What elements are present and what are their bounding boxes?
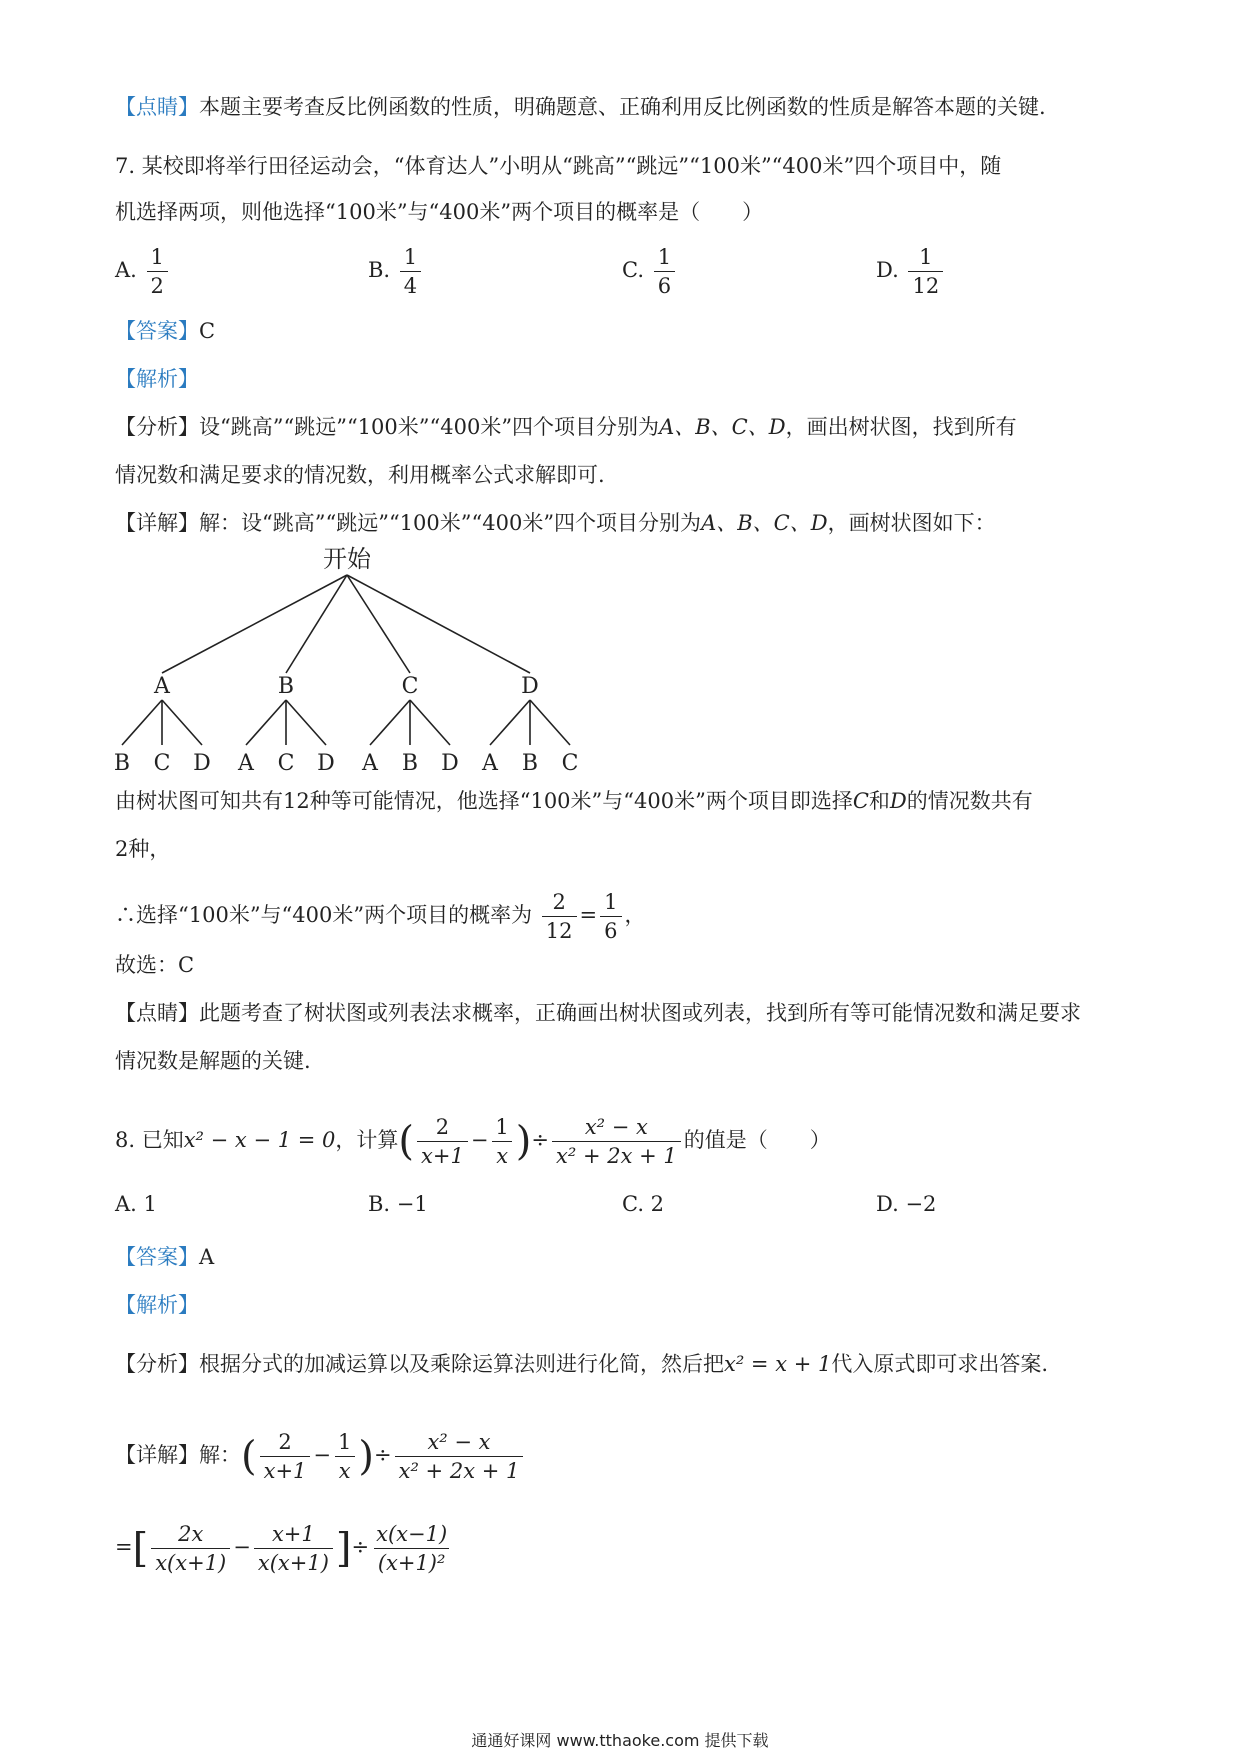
tree-edge	[162, 700, 202, 745]
tree-edge	[286, 700, 326, 745]
tree-leaf-B: B	[521, 751, 539, 775]
tree-edge	[347, 575, 530, 673]
tree-node-A: A	[154, 674, 170, 699]
q7-dianjing-line1: 【点睛】此题考查了树状图或列表法求概率，正确画出树状图或列表，找到所有等可能情况数和满足要求	[115, 1001, 1081, 1025]
q7-fenxi-line2: 情况数和满足要求的情况数，利用概率公式求解即可.	[115, 463, 605, 487]
fraction: $\frac{1}{x}$	[334, 1428, 355, 1485]
fraction: $\frac{x(x-1)}{\text{(x+1)²}}$	[372, 1520, 451, 1577]
q7-fenxi-line1: 【分析】设“跳高”“跳远”“100米”“400米”四个项目分别为A、B、C、D，画出树状图，找到所有	[115, 415, 1017, 439]
fraction: $\frac{1}{6}$	[654, 243, 675, 300]
fraction: $\frac{2}{x+1}$	[417, 1113, 468, 1170]
tree-leaf-D: D	[193, 751, 211, 775]
q7-analysis-tag: 【解析】	[115, 367, 199, 391]
q7-probability-line: ∴选择“100米”与“400米”两个项目的概率为 $\frac{2}{12}$ = $\frac{1}{6}$ ，	[115, 890, 646, 943]
tree-node-C: C	[401, 674, 419, 699]
fraction: $\frac{1}{2}$	[147, 243, 168, 300]
tree-edge	[162, 575, 347, 673]
q7-guxuan: 故选：C	[115, 953, 195, 977]
fraction: $\frac{2x}{x(x+1)}$	[151, 1520, 230, 1577]
tree-root: 开始	[323, 545, 371, 573]
q7-stem-line2: 机选择两项，则他选择“100米”与“400米”两个项目的概率是（ ）	[115, 200, 764, 224]
dianjing-text: 本题主要考查反比例函数的性质，明确题意、正确利用反比例函数的性质是解答本题的关键.	[199, 95, 1046, 119]
tree-leaf-D: D	[317, 751, 335, 775]
tree-edge	[347, 575, 410, 673]
tree-edge	[410, 700, 450, 745]
tree-leaf-C: C	[561, 751, 579, 775]
tree-node-B: B	[277, 674, 295, 699]
tree-edge	[286, 575, 347, 673]
fraction: $\frac{2}{x+1}$	[260, 1428, 311, 1485]
dianjing-paragraph	[115, 92, 1046, 122]
q7-answer: 【答案】C	[115, 319, 216, 343]
q7-dianjing-line2: 情况数是解题的关键.	[115, 1049, 311, 1073]
tree-edge	[490, 700, 530, 745]
fraction: $\frac{\text{x² − x}}{\text{x² + 2x + 1}}$	[552, 1113, 681, 1170]
q7-option-a: A. $\frac{1}{2}$	[115, 243, 171, 300]
page-footer: 通通好课网 www.tthaoke.com 提供下载	[471, 1731, 769, 1750]
tree-leaf-A: A	[238, 751, 254, 775]
tree-node-D: D	[521, 674, 539, 699]
q7-result-line2: 2种，	[115, 837, 171, 861]
q7-option-c: C. $\frac{1}{6}$	[622, 243, 678, 300]
fraction: $\frac{2}{12}$	[542, 888, 577, 945]
q8-stem: 8. 已知x² − x − 1 = 0，计算( $\frac{2}{x+1}$ − $\frac{1}{x}$ )÷ $\frac{\text{x² − x}}{\text{x² + 2x + 1}}$ 的值是（ ）	[115, 1115, 831, 1168]
tree-edge	[530, 700, 570, 745]
tree-leaf-A: A	[482, 751, 498, 775]
q8-fenxi: 【分析】根据分式的加减运算以及乘除运算法则进行化简，然后把x² = x + 1代入原式即可求出答案.	[115, 1352, 1049, 1376]
q7-xiangjie-line: 【详解】解：设“跳高”“跳远”“100米”“400米”四个项目分别为A、B、C、D，画树状图如下：	[115, 511, 996, 535]
q7-option-b: B. $\frac{1}{4}$	[368, 243, 424, 300]
q8-analysis-tag: 【解析】	[115, 1293, 199, 1317]
tree-leaf-C: C	[277, 751, 295, 775]
q8-xiangjie-step1: 【详解】解：( $\frac{2}{x+1}$ − $\frac{1}{x}$ )÷ $\frac{\text{x² − x}}{\text{x² + 2x + 1}}$	[115, 1428, 526, 1485]
q8-option-a: A. 1	[115, 1192, 157, 1216]
q8-answer: 【答案】A	[115, 1245, 215, 1269]
fraction: $\frac{1}{4}$	[400, 243, 421, 300]
tree-leaf-C: C	[153, 751, 171, 775]
q8-option-c: C. 2	[622, 1192, 665, 1216]
q7-option-d: D. $\frac{1}{12}$	[876, 243, 946, 300]
fraction: $\frac{1}{6}$	[600, 888, 621, 945]
q8-option-d: D. −2	[876, 1192, 937, 1216]
tree-edge	[246, 700, 286, 745]
fraction: $\frac{1}{12}$	[908, 243, 943, 300]
fraction: $\frac{1}{x}$	[491, 1113, 512, 1170]
tree-diagram	[110, 545, 610, 775]
fraction: $\frac{x+1}{x(x+1)}$	[254, 1520, 333, 1577]
tree-leaf-A: A	[362, 751, 378, 775]
dianjing-tag: 【点睛】	[115, 95, 199, 119]
tree-edge	[122, 700, 162, 745]
tree-leaf-B: B	[113, 751, 131, 775]
tree-edge	[370, 700, 410, 745]
fraction: $\frac{\text{x² − x}}{\text{x² + 2x + 1}}$	[395, 1428, 524, 1485]
tree-leaf-B: B	[401, 751, 419, 775]
q7-result-line1: 由树状图可知共有12种等可能情况，他选择“100米”与“400米”两个项目即选择C和D的情况数共有	[115, 789, 1033, 813]
q8-xiangjie-step2: =[ $\frac{2x}{x(x+1)}$ − $\frac{x+1}{x(x+1)}$ ]÷ $\frac{x(x-1)}{\text{(x+1)²}}$	[115, 1520, 454, 1577]
tree-leaf-D: D	[441, 751, 459, 775]
q7-stem-line1: 7. 某校即将举行田径运动会，“体育达人”小明从“跳高”“跳远”“100米”“400米”四个项目中，随	[115, 154, 1002, 178]
q8-option-b: B. −1	[368, 1192, 428, 1216]
